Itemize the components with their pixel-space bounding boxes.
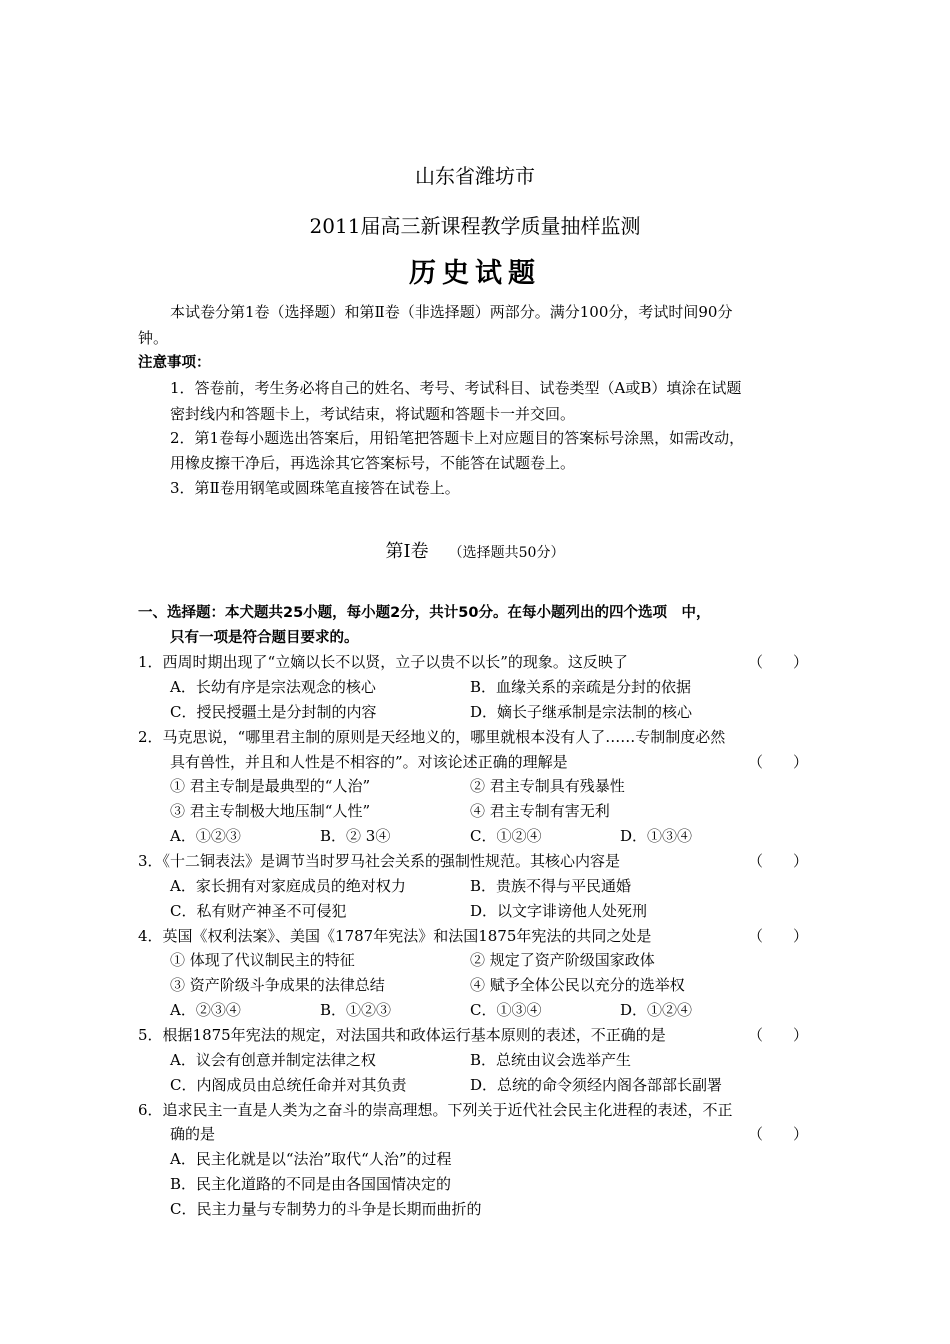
q5-option-a: A．议会有创意并制定法律之权 <box>170 1051 376 1069</box>
q2-statement-2: ② 君主专制具有残暴性 <box>470 777 625 795</box>
q6-option-b: B．民主化道路的不同是由各国国情决定的 <box>170 1175 452 1193</box>
question-6-stem-cont: 确的是 <box>170 1125 216 1143</box>
q3-option-d: D．以文字诽谤他人处死刑 <box>470 902 648 920</box>
notes-heading: 注意事项： <box>138 355 211 371</box>
intro-line-2: 钟。 <box>138 329 169 347</box>
q2-option-d: D．①③④ <box>620 827 693 845</box>
school-name: 山东省潍坊市 <box>415 164 535 188</box>
q3-option-c: C．私有财产神圣不可侵犯 <box>170 902 347 920</box>
note-item: 3．第Ⅱ卷用钢笔或圆珠笔直接答在试卷上。 <box>170 479 460 497</box>
q2-option-c: C．①②④ <box>470 827 542 845</box>
exam-name: 2011届高三新课程教学质量抽样监测 <box>309 214 641 238</box>
q2-option-b: B．② 3④ <box>320 827 391 845</box>
section-subtitle: （选择题共50分） <box>448 545 565 561</box>
question-4-stem: 4．英国《权利法案》、美国《1787年宪法》和法国1875年宪法的共同之处是 <box>138 927 652 945</box>
answer-blank: （ ） <box>748 753 809 771</box>
q3-option-b: B．贵族不得与平民通婚 <box>470 877 632 895</box>
answer-blank: （ ） <box>748 852 809 870</box>
note-item: 用橡皮擦干净后，再选涂其它答案标号，不能答在试题卷上。 <box>170 454 576 472</box>
q5-option-c: C．内阁成员由总统任命并对其负责 <box>170 1076 407 1094</box>
question-6-stem: 6．追求民主一直是人类为之奋斗的崇高理想。下列关于近代社会民主化进程的表述，不正 <box>138 1101 733 1119</box>
answer-blank: （ ） <box>748 927 809 945</box>
q4-statement-4: ④ 赋予全体公民以充分的选举权 <box>470 976 685 994</box>
q4-statement-2: ② 规定了资产阶级国家政体 <box>470 951 655 969</box>
question-2-stem: 2．马克思说，“哪里君主制的原则是天经地义的，哪里就根本没有人了……专制制度必然 <box>138 728 726 746</box>
page-title: 历史试题 <box>409 258 541 289</box>
question-1-stem: 1．西周时期出现了“立嫡以长不以贤，立子以贵不以长”的现象。这反映了 <box>138 653 628 671</box>
part-instructions-2: 只有一项是符合题目要求的。 <box>170 630 359 646</box>
section-title-main: 第Ⅰ卷 <box>385 541 429 562</box>
section-title <box>0 540 950 565</box>
q1-option-b: B．血缘关系的亲疏是分封的依据 <box>470 678 692 696</box>
answer-blank: （ ） <box>748 1125 809 1143</box>
question-2-stem-cont: 具有兽性，并且和人性是不相容的”。对该论述正确的理解是 <box>170 753 568 771</box>
q4-option-c: C．①③④ <box>470 1001 542 1019</box>
q4-statement-3: ③ 资产阶级斗争成果的法律总结 <box>170 976 385 994</box>
note-item: 2．第1卷每小题选出答案后，用铅笔把答题卡上对应题目的答案标号涂黑，如需改动， <box>170 429 745 447</box>
q6-option-c: C．民主力量与专制势力的斗争是长期而曲折的 <box>170 1200 482 1218</box>
q2-statement-3: ③ 君主专制极大地压制“人性” <box>170 802 371 820</box>
q1-option-a: A．长幼有序是宗法观念的核心 <box>170 678 376 696</box>
q5-option-b: B．总统由议会选举产生 <box>470 1051 632 1069</box>
question-5-stem: 5．根据1875年宪法的规定，对法国共和政体运行基本原则的表述，不正确的是 <box>138 1026 666 1044</box>
q2-option-a: A．①②③ <box>170 827 241 845</box>
q1-option-c: C．授民授疆土是分封制的内容 <box>170 703 377 721</box>
q3-option-a: A．家长拥有对家庭成员的绝对权力 <box>170 877 406 895</box>
q5-option-d: D．总统的命令须经内阁各部部长副署 <box>470 1076 723 1094</box>
q6-option-a: A．民主化就是以“法治”取代“人治”的过程 <box>170 1150 452 1168</box>
question-3-stem: 3．《十二铜表法》是调节当时罗马社会关系的强制性规范。其核心内容是 <box>138 852 621 870</box>
note-item: 密封线内和答题卡上，考试结束，将试题和答题卡一并交回。 <box>170 405 576 423</box>
q4-option-a: A．②③④ <box>170 1001 241 1019</box>
part-instructions-1: 一、选择题：本犬题共25小题，每小题2分，共计50分。在每小题列出的四个选项 中， <box>138 605 711 621</box>
answer-blank: （ ） <box>748 1026 809 1044</box>
note-item: 1．答卷前，考生务必将自己的姓名、考号、考试科目、试卷类型（A或B）填涂在试题 <box>170 379 742 397</box>
intro-line-1: 本试卷分第1卷（选择题）和第Ⅱ卷（非选择题）两部分。满分100分，考试时间90分 <box>170 303 733 321</box>
q4-option-b: B．①②③ <box>320 1001 392 1019</box>
q1-option-d: D．嫡长子继承制是宗法制的核心 <box>470 703 693 721</box>
q2-statement-4: ④ 君主专制有害无利 <box>470 802 610 820</box>
answer-blank: （ ） <box>748 653 809 671</box>
q4-option-d: D．①②④ <box>620 1001 693 1019</box>
q4-statement-1: ① 体现了代议制民主的特征 <box>170 951 355 969</box>
q2-statement-1: ① 君主专制是最典型的“人治” <box>170 777 371 795</box>
